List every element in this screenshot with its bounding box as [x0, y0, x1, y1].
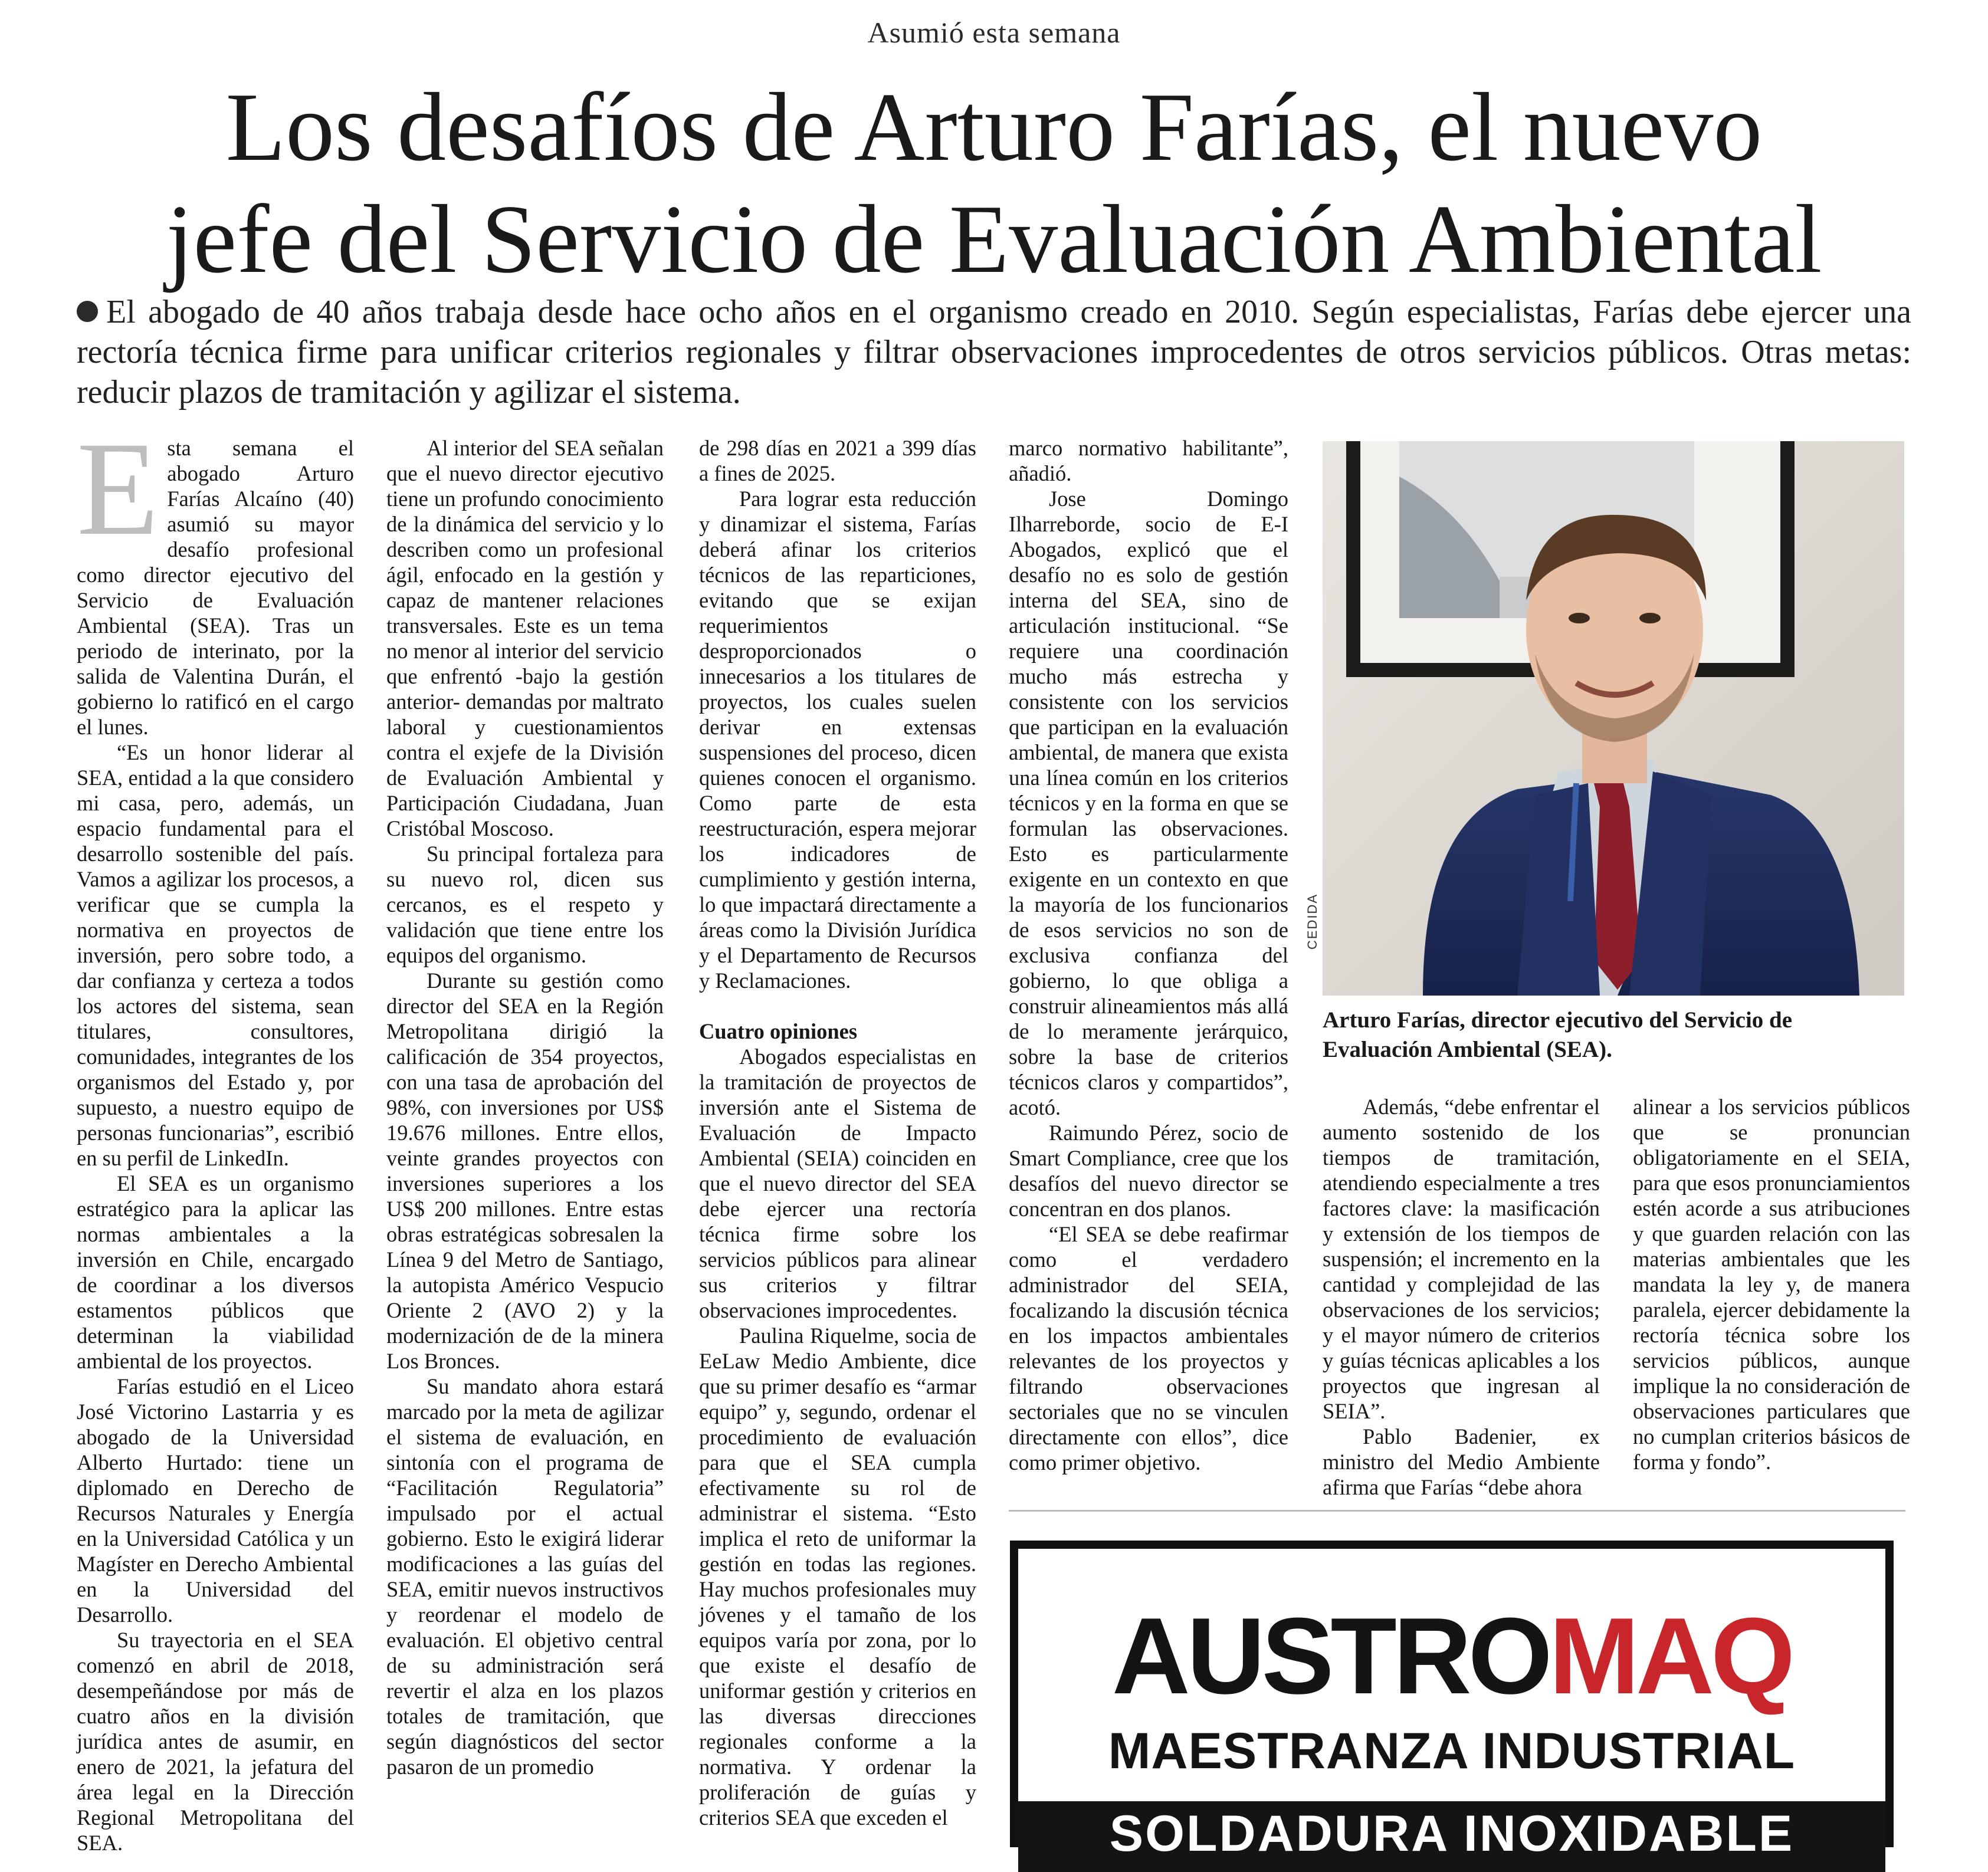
paragraph: “Es un honor liderar al SEA, entidad a la que considero mi casa, pero, además, un espacio fundamental para el desarrollo sostenible del país. Vamos a agilizar los procesos, a verificar que se cumpla la normativa en proyectos de inversión, pero sobre todo, a dar confianza y certeza a todos los actores del sistema, sean titulares, consultores, comunidades, integrantes de los organismos del Estado y, por supuesto, a nuestro equipo de personas funcionarias”, escribió en su perfil de LinkedIn.	[77, 740, 354, 1170]
paragraph: Su trayectoria en el SEA comenzó en abril de 2018, desempeñándose por más de cuatro años en la división jurídica antes de asumir, en enero de 2021, la jefatura del área legal en la Dirección Regional Metropolitana del SEA.	[77, 1628, 354, 1855]
portrait-illustration	[1323, 441, 1904, 996]
photo-credit: CEDIDA	[1305, 893, 1320, 950]
paragraph: marco normativo habilitante”, añadió.	[1009, 436, 1288, 485]
paragraph-text: sta semana el abogado Arturo Farías Alcaíno (40) asumió su mayor desafío profesional como director ejecutivo del Servicio de Evaluación Ambiental (SEA). Tras un periodo de interinato, por la salida de Valentina Durán, el gobierno lo ratificó en el cargo el lunes.	[77, 436, 354, 739]
photo-caption: Arturo Farías, director ejecutivo del Servicio de Evaluación Ambiental (SEA).	[1323, 1007, 1793, 1062]
paragraph: Jose Domingo Ilharreborde, socio de E-I Abogados, explicó que el desafío no es solo de gestión interna del SEA, sino de articulación institucional. “Se requiere una coordinación mucho más estrecha y consistente con los servicios que participan en la evaluación ambiental, de manera que exista una línea común en los criterios técnicos y en la forma en que se formulan las observaciones. Esto es particularmente exigente en un contexto en que la mayoría de los funcionarios de esos servicios no son de exclusiva confianza del gobierno, lo que obliga a construir alineamientos más allá de lo meramente jerárquico, sobre la base de criterios técnicos claros y compartidos”, acotó.	[1009, 487, 1288, 1119]
portrait-photo	[1323, 441, 1904, 996]
headline	[53, 71, 1935, 295]
paragraph: alinear a los servicios públicos que se pronuncian obligatoriamente en el SEIA, para que esos pronunciamientos estén acorde a sus atribuciones y que guarden relación con las materias ambientales que les mandata la ley y, de manera paralela, ejercer debidamente la rectoría técnica sobre los servicios públicos, aunque implique la no consideración de observaciones particulares que no cumplan criterios básicos de forma y fondo”.	[1633, 1095, 1910, 1474]
ad-brand-part-1: AUSTRO	[1111, 1595, 1549, 1716]
paragraph: Al interior del SEA señalan que el nuevo director ejecutivo tiene un profundo conocimiento de la dinámica del servicio y lo describen como un profesional ágil, enfocado en la gestión y capaz de mantener relaciones transversales. Este es un tema no menor al interior del servicio que enfrentó -bajo la gestión anterior- demandas por maltrato laboral y cuestionamientos contra el exjefe de la División de Evaluación Ambiental y Participación Ciudadana, Juan Cristóbal Moscoso.	[386, 436, 664, 840]
paragraph: Raimundo Pérez, socio de Smart Compliance, cree que los desafíos del nuevo director se concentran en dos planos.	[1009, 1121, 1288, 1221]
paragraph: Durante su gestión como director del SEA en la Región Metropolitana dirigió la calificación de 354 proyectos, con una tasa de aprobación del 98%, con inversiones por US$ 19.676 millones. Entre ellos, veinte grandes proyectos con inversiones superiores a los US$ 200 millones. Entre estas obras estratégicas sobresalen la Línea 9 del Metro de Santiago, la autopista Américo Vespucio Oriente 2 (AVO 2) y la modernización de de la minera Los Bronces.	[386, 968, 664, 1373]
ad-band	[1018, 1801, 1885, 1872]
article-column-1	[77, 415, 354, 1855]
paragraph: Abogados especialistas en la tramitación de proyectos de inversión ante el Sistema de Evaluación de Impacto Ambiental (SEIA) coinciden en que el nuevo director del SEA debe ejercer una rectoría técnica firme sobre los servicios públicos para alinear sus criterios y filtrar observaciones improcedentes.	[699, 1045, 976, 1322]
lede-text: El abogado de 40 años trabaja desde hace ocho años en el organismo creado en 2010. Según especialistas, Farías debe ejercer una rectoría técnica firme para unificar criterios regionales y filtrar observaciones improcedentes de otros servicios públicos. Otras metas: reducir plazos de tramitación y agilizar el sistema.	[77, 294, 1911, 410]
paragraph: Su mandato ahora estará marcado por la meta de agilizar el sistema de evaluación, en sintonía con el programa de “Facilitación Regulatoria” impulsado por el actual gobierno. Esto le exigirá liderar modificaciones a las guías del SEA, emitir nuevos instructivos y reordenar el modelo de evaluación. El objetivo central de su administración será revertir el alza en los plazos totales de tramitación, que según diagnósticos del sector pasaron de un promedio	[386, 1374, 664, 1779]
paragraph: Paulina Riquelme, socia de EeLaw Medio Ambiente, dice que su primer desafío es “armar equipo” y, segundo, ordenar el procedimiento de evaluación para que el SEA cumpla efectivamente su rol de administrar el sistema. “Esto implica el reto de uniformar la gestión en todas las regiones. Hay muchos profesionales muy jóvenes y el tamaño de los equipos varía por zona, por lo que existe el desafío de uniformar gestión y criterios en las diversas direcciones regionales conforme a la normativa. Y ordenar la proliferación de guías y criterios SEA que exceden el	[699, 1323, 976, 1830]
article-column-3	[699, 435, 976, 1830]
section-subhead: Cuatro opiniones	[699, 1019, 858, 1043]
article-column-2	[386, 435, 664, 1804]
paragraph: Farías estudió en el Liceo José Victorino Lastarria y es abogado de la Universidad Alberto Hurtado: tiene un diplomado en Derecho de Recursos Naturales y Energía en la Universidad Católica y un Magíster en Derecho Ambiental en la Universidad del Desarrollo.	[77, 1374, 354, 1627]
advertisement[interactable]	[1010, 1541, 1894, 1862]
kicker: Asumió esta semana	[867, 16, 1121, 49]
headline-line-1: Los desafíos de Arturo Farías, el nuevo	[225, 73, 1763, 181]
lede	[77, 292, 1911, 412]
paragraph	[77, 415, 354, 740]
bullet-icon	[77, 301, 98, 322]
paragraph: Además, “debe enfrentar el aumento sostenido de los tiempos de tramitación, atendiendo especialmente a tres factores clave: la masificación y extensión de los tiempos de suspensión; el incremento en la cantidad y complejidad de las observaciones de los servicios; y el mayor número de criterios y guías técnicas aplicables a los proyectos que ingresan al SEIA”.	[1323, 1095, 1600, 1423]
paragraph: Su principal fortaleza para su nuevo rol, dicen sus cercanos, es el respeto y validación que tiene entre los equipos del organismo.	[386, 842, 664, 967]
paragraph: de 298 días en 2021 a 399 días a fines de 2025.	[699, 436, 976, 485]
article-column-5	[1323, 1094, 1600, 1507]
paragraph: El SEA es un organismo estratégico para la aplicar las normas ambientales a la inversión en Chile, encargado de coordinar a los diversos estamentos públicos que determinan la viabilidad ambiental de los proyectos.	[77, 1171, 354, 1373]
ad-brand-part-2: MAQ	[1549, 1595, 1792, 1716]
headline-line-2: jefe del Servicio de Evaluación Ambiental	[166, 185, 1822, 293]
paragraph: Pablo Badenier, ex ministro del Medio Ambiente afirma que Farías “debe ahora	[1323, 1424, 1600, 1499]
ad-band-text: SOLDADURA INOXIDABLE	[1109, 1805, 1795, 1862]
section-divider	[1009, 1510, 1905, 1512]
paragraph: “El SEA se debe reafirmar como el verdadero administrador del SEIA, focalizando la discusión técnica en los impactos ambientales relevantes de los proyectos y filtrando observaciones sectoriales que no se vinculen directamente con ellos”, dice como primer objetivo.	[1009, 1222, 1288, 1474]
article-column-6	[1633, 1094, 1910, 1507]
article-column-4	[1009, 435, 1288, 1497]
drop-cap: E	[77, 415, 159, 563]
ad-subtitle: MAESTRANZA INDUSTRIAL	[1108, 1723, 1796, 1779]
ad-brand-logo	[1018, 1595, 1885, 1716]
paragraph: Para lograr esta reducción y dinamizar el sistema, Farías deberá afinar los criterios técnicos de las reparticiones, evitando que se exijan requerimientos desproporcionados o innecesarios a los titulares de proyectos, los cuales suelen derivar en extensas suspensiones del proceso, dicen quienes conocen el organismo. Como parte de esta reestructuración, espera mejorar los indicadores de cumplimiento y gestión interna, lo que impactará directamente a áreas como la División Jurídica y el Departamento de Recursos y Reclamaciones.	[699, 487, 976, 993]
